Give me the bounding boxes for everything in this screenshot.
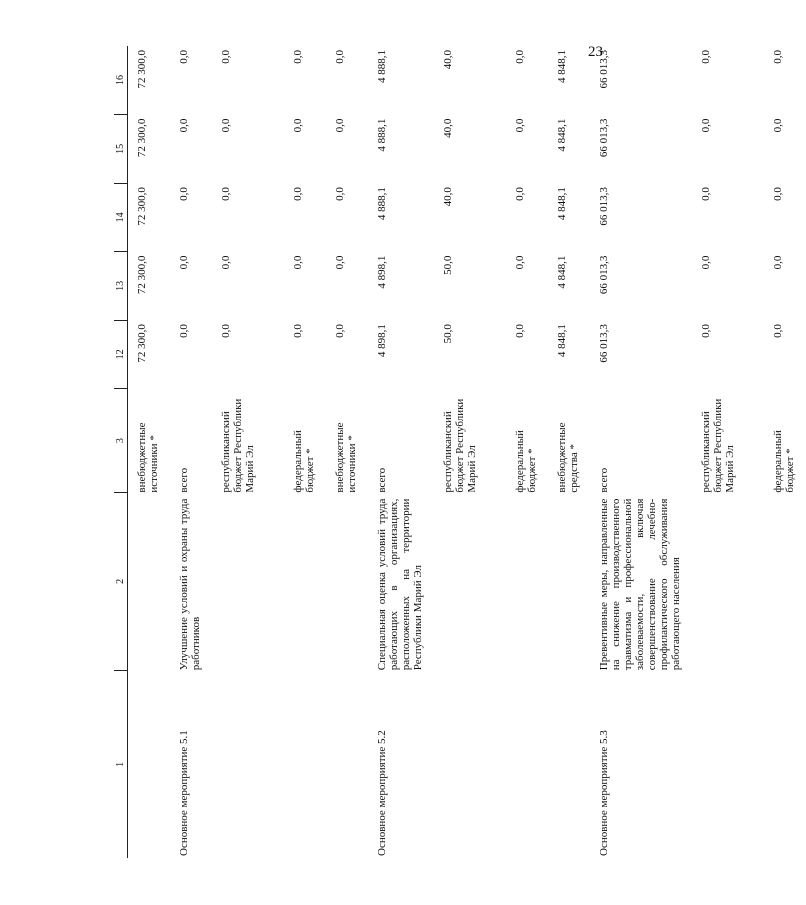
value-cell-year-5: 4 888,1: [376, 50, 388, 83]
value-cell-year-3: 0,0: [292, 187, 304, 201]
funding-source-cell: федеральный бюджет *: [292, 430, 316, 493]
value-cell-year-2: 0,0: [292, 255, 304, 270]
table-row: [170, 46, 212, 858]
value-cell-year-2: 0,0: [700, 255, 712, 270]
value-cell-year-4: 0,0: [772, 118, 784, 133]
funding-source-cell: всего: [598, 467, 610, 493]
value-cell-year-1: 0,0: [772, 324, 784, 338]
measure-name-cell: [764, 670, 806, 858]
funding-source-cell: республиканский бюджет Республики Марий Эл: [220, 398, 256, 493]
header-col-3: 3: [114, 389, 128, 493]
measure-description-cell: [692, 493, 764, 671]
value-cell-year-5: 40,0: [442, 50, 454, 70]
value-cell-year-5: 0,0: [334, 50, 346, 64]
value-cell-year-4: 0,0: [178, 118, 190, 133]
value-cell-year-3: 4 888,1: [376, 187, 388, 221]
header-col-16: 16: [114, 46, 128, 115]
measure-name-cell: [692, 670, 764, 858]
measure-description-cell: Улучшение условий и охраны труда работников: [178, 498, 202, 671]
table-row: [548, 46, 590, 858]
value-cell-year-5: 4 848,1: [556, 50, 568, 83]
value-cell-year-5: 0,0: [700, 50, 712, 64]
value-cell-year-5: 0,0: [220, 50, 232, 64]
value-cell-year-1: 0,0: [334, 324, 346, 338]
measure-description-cell: [326, 493, 368, 671]
value-cell-year-1: 0,0: [292, 324, 304, 338]
table-row: [212, 46, 284, 858]
table-row: [506, 46, 548, 858]
table-row: [128, 46, 171, 858]
value-cell-year-1: 4 848,1: [556, 324, 568, 358]
funding-source-cell: всего: [376, 467, 388, 493]
value-cell-year-3: 0,0: [220, 187, 232, 201]
value-cell-year-3: 0,0: [514, 187, 526, 201]
measure-name-cell: [548, 670, 590, 858]
value-cell-year-3: 4 848,1: [556, 187, 568, 221]
value-cell-year-1: 66 013,3: [598, 324, 610, 363]
value-cell-year-4: 4 848,1: [556, 118, 568, 152]
funding-source-cell: внебюджетные средства *: [556, 422, 580, 493]
measure-name-cell: Основное мероприятие 5.2: [376, 730, 388, 856]
header-col-2: 2: [114, 493, 128, 671]
value-cell-year-4: 40,0: [442, 118, 454, 138]
funding-source-cell: внебюджетные источники *: [136, 422, 160, 493]
funding-source-cell: республиканский бюджет Республики Марий Эл: [442, 398, 478, 493]
value-cell-year-3: 0,0: [334, 187, 346, 201]
value-cell-year-4: 0,0: [334, 118, 346, 133]
table-row: [764, 46, 806, 858]
table-row: [692, 46, 764, 858]
measure-name-cell: Основное мероприятие 5.1: [178, 730, 190, 856]
funding-source-cell: всего: [178, 467, 190, 493]
table-row: [368, 46, 434, 858]
rotated-table-container: [114, 46, 796, 858]
value-cell-year-1: 0,0: [178, 324, 190, 338]
value-cell-year-4: 0,0: [292, 118, 304, 133]
value-cell-year-2: 0,0: [772, 255, 784, 270]
header-col-12: 12: [114, 320, 128, 389]
value-cell-year-2: 4 848,1: [556, 255, 568, 289]
table-header-row: [114, 46, 128, 858]
measure-description-cell: [128, 493, 171, 671]
value-cell-year-1: 0,0: [700, 324, 712, 338]
measure-name-cell: [284, 670, 326, 858]
value-cell-year-3: 0,0: [178, 187, 190, 201]
value-cell-year-5: 72 300,0: [136, 50, 148, 89]
measure-description-cell: Превентивные меры, направленные на снижение производственного травматизма и профессиональной заболеваемости, включая совершенствование лечебно-профилактического обслуживания работающего населения: [598, 498, 682, 671]
value-cell-year-3: 0,0: [700, 187, 712, 201]
funding-table: [114, 46, 806, 858]
measure-description-cell: [212, 493, 284, 671]
measure-name-cell: Основное мероприятие 5.3: [598, 730, 610, 856]
funding-source-cell: внебюджетные источники *: [334, 422, 358, 493]
value-cell-year-1: 4 898,1: [376, 324, 388, 358]
measure-description-cell: [434, 493, 506, 671]
measure-name-cell: [434, 670, 506, 858]
value-cell-year-2: 4 898,1: [376, 255, 388, 289]
measure-description-cell: [506, 493, 548, 671]
value-cell-year-3: 72 300,0: [136, 187, 148, 226]
value-cell-year-3: 66 013,3: [598, 187, 610, 226]
value-cell-year-2: 72 300,0: [136, 255, 148, 295]
value-cell-year-5: 0,0: [772, 50, 784, 64]
measure-name-cell: [212, 670, 284, 858]
table-row: [590, 46, 692, 858]
funding-source-cell: федеральный бюджет *: [514, 430, 538, 493]
value-cell-year-5: 0,0: [178, 50, 190, 64]
table-row: [326, 46, 368, 858]
header-col-14: 14: [114, 183, 128, 252]
table-row: [434, 46, 506, 858]
measure-description-cell: [764, 493, 806, 671]
header-col-1: 1: [114, 670, 128, 858]
value-cell-year-4: 4 888,1: [376, 118, 388, 152]
value-cell-year-3: 40,0: [442, 187, 454, 207]
value-cell-year-5: 0,0: [292, 50, 304, 64]
funding-source-cell: федеральный бюджет *: [772, 430, 796, 493]
funding-source-cell: республиканский бюджет Республики Марий Эл: [700, 398, 736, 493]
value-cell-year-1: 50,0: [442, 324, 454, 344]
measure-description-cell: [284, 493, 326, 671]
value-cell-year-5: 66 013,3: [598, 50, 610, 89]
value-cell-year-1: 0,0: [220, 324, 232, 338]
table-row: [284, 46, 326, 858]
value-cell-year-2: 0,0: [334, 255, 346, 270]
measure-name-cell: [506, 670, 548, 858]
measure-name-cell: [128, 670, 171, 858]
header-col-13: 13: [114, 252, 128, 321]
value-cell-year-4: 72 300,0: [136, 118, 148, 158]
measure-name-cell: [326, 670, 368, 858]
value-cell-year-1: 0,0: [514, 324, 526, 338]
value-cell-year-4: 0,0: [220, 118, 232, 133]
value-cell-year-2: 50,0: [442, 255, 454, 275]
value-cell-year-2: 66 013,3: [598, 255, 610, 295]
value-cell-year-2: 0,0: [220, 255, 232, 270]
value-cell-year-5: 0,0: [514, 50, 526, 64]
value-cell-year-2: 0,0: [178, 255, 190, 270]
measure-description-cell: [548, 493, 590, 671]
header-col-15: 15: [114, 115, 128, 184]
value-cell-year-2: 0,0: [514, 255, 526, 270]
value-cell-year-4: 66 013,3: [598, 118, 610, 158]
value-cell-year-4: 0,0: [514, 118, 526, 133]
table-rotation-frame: [114, 46, 796, 858]
value-cell-year-4: 0,0: [700, 118, 712, 133]
value-cell-year-3: 0,0: [772, 187, 784, 201]
value-cell-year-1: 72 300,0: [136, 324, 148, 363]
measure-description-cell: Специальная оценка условий труда работающих в организациях, расположенных на территории Республики Марий Эл: [376, 498, 424, 671]
page-number: 23: [588, 44, 603, 60]
